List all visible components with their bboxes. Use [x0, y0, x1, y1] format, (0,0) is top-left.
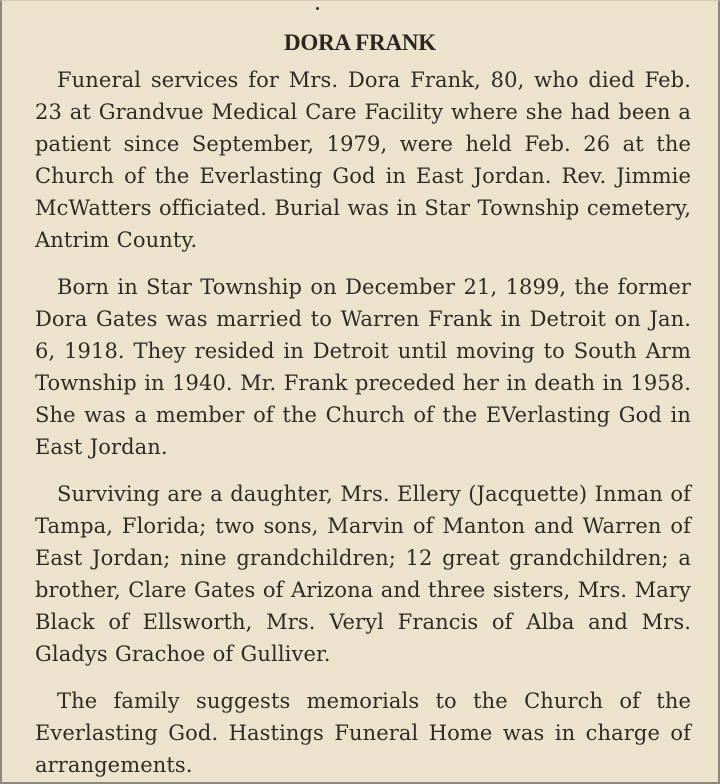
- obituary-paragraph-biography: Born in Star Township on December 21, 1899, the former Dora Gates was married to Warren Frank in Detroit on Jan. 6, 1918. They resided in Detroit until moving to South Arm Township in 1940. Mr. Frank preceded her in death in 1958. She was a member of the Church of the EVerlasting God in East Jordan.: [35, 275, 691, 459]
- obituary-paragraph-memorials: The family suggests memorials to the Church of the Everlasting God. Hastings Funeral Home was in charge of arrangements.: [35, 689, 691, 777]
- obituary-headline: DORA FRANK: [284, 30, 436, 55]
- obituary-paragraph-services: Funeral services for Mrs. Dora Frank, 80, who died Feb. 23 at Grandvue Medical Care Facility where she had been a patient since September, 1979, were held Feb. 26 at the Church of the Everlasting God in East Jordan. Rev. Jimmie McWatters officiated. Burial was in Star Township cemetery, Antrim County.: [35, 68, 691, 252]
- obituary-paragraph-survivors: Surviving are a daughter, Mrs. Ellery (Jacquette) Inman of Tampa, Florida; two sons, Marvin of Manton and Warren of East Jordan; nine grandchildren; 12 great grandchildren; a brother, Clare Gates of Arizona and three sisters, Mrs. Mary Black of Ellsworth, Mrs. Veryl Francis of Alba and Mrs. Gladys Grachoe of Gulliver.: [35, 482, 691, 666]
- obituary-body: [35, 64, 691, 781]
- print-speck: [316, 7, 319, 10]
